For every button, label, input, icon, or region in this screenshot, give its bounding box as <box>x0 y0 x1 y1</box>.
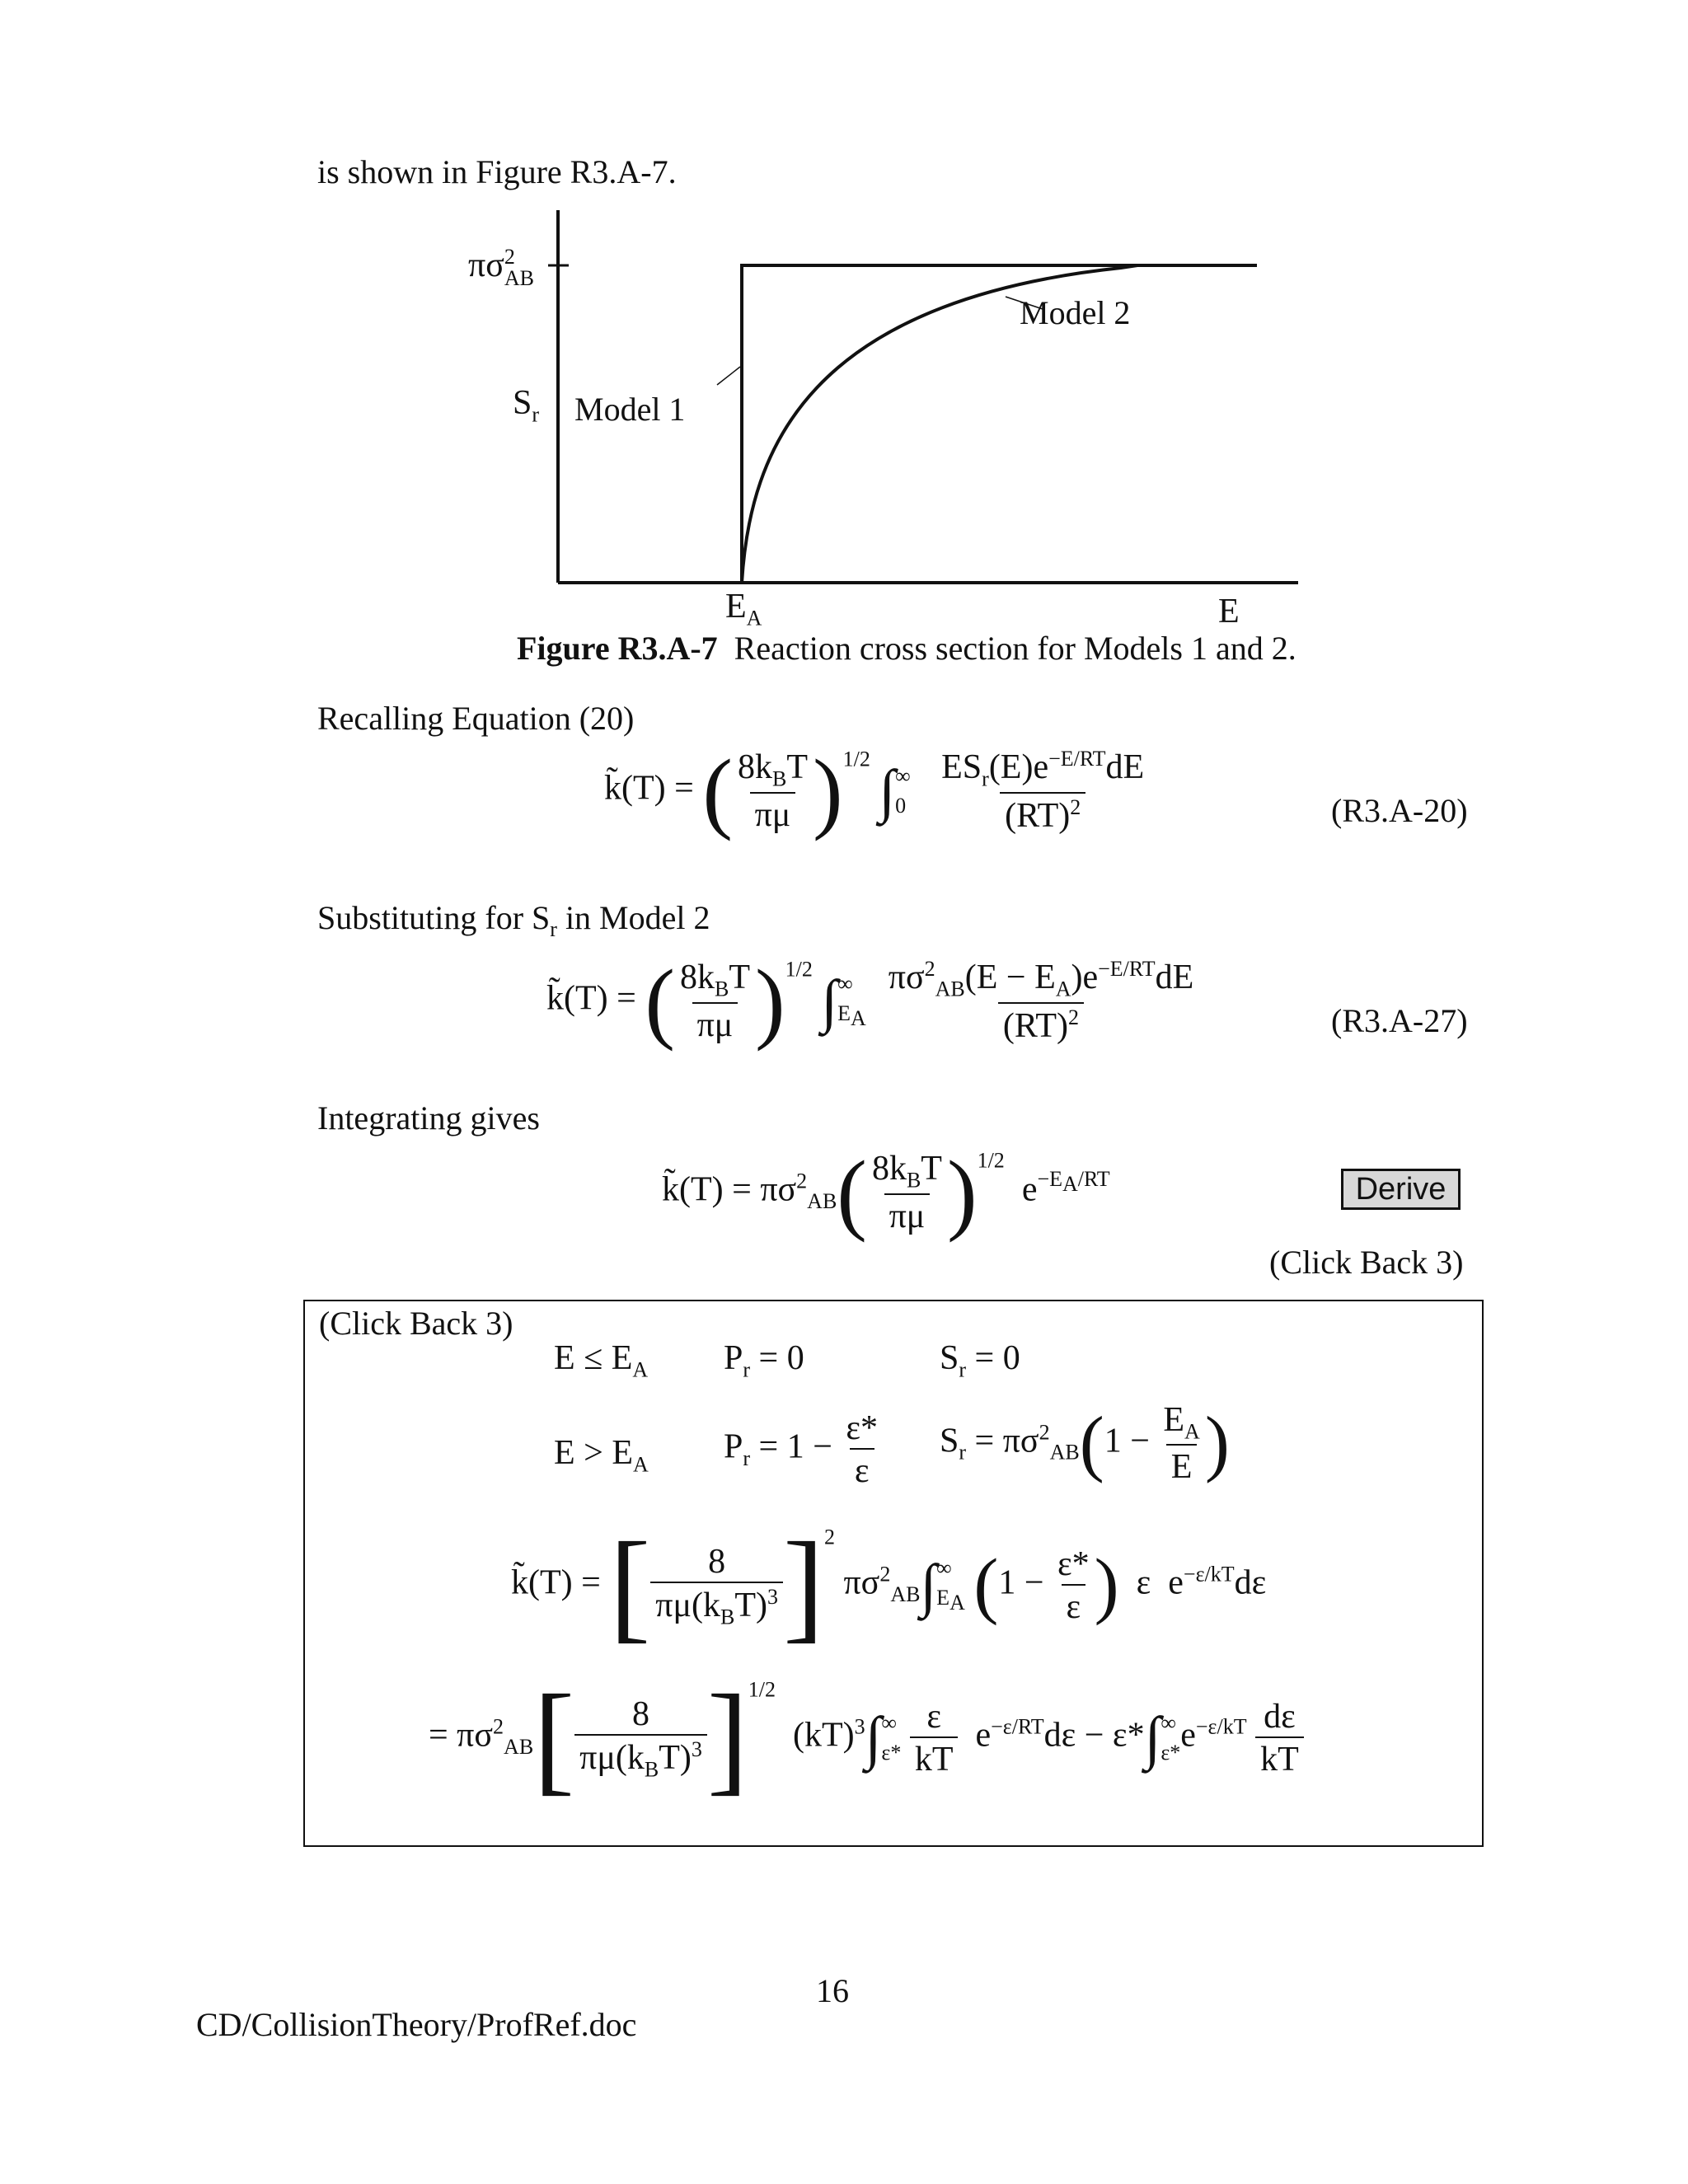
x-ea-label: $E_A$ <box>725 588 762 630</box>
derive-button[interactable]: Derive <box>1341 1169 1461 1210</box>
sr-zero: $S_r = 0$ <box>940 1339 1020 1382</box>
click-back-link[interactable]: (Click Back 3) <box>1269 1244 1464 1281</box>
k-integral-formula: k̃(T) = [ $\frac{8}{\pi\mu(k_BT)^3}$ ]$^2$ $\pi\sigma^2_{AB}\int$ ∞ $E_A$ (1 − $\frac{\varepsilon*}{\varepsilon}$ ) ε $e^{-\varepsilon/kT}d\varepsilon$ <box>511 1517 1267 1654</box>
y-top-label: πσ 2 AB <box>468 245 534 291</box>
equation-result: k̃(T) = $\pi\sigma^2_{AB}$( $\frac{8k_BT}{\pi\mu}$ )$^{1/2}$ $e^{-E_A/RT}$ <box>662 1142 1110 1243</box>
eq27-number: (R3.A-27) <box>1331 1002 1468 1039</box>
x-axis-label: E <box>1218 593 1240 630</box>
click-back-box <box>303 1300 1484 1847</box>
footer-path: CD/CollisionTheory/ProfRef.doc <box>196 2006 637 2043</box>
y-mid-label: $S_r$ <box>513 384 540 427</box>
k-expanded-formula: = $\pi\sigma^2_{AB}$[ $\frac{8}{\pi\mu(k_BT)^3}$ ]$^{1/2}$ (kT)$^3$∫ ∞ ε* $\frac{\varepsilon}{kT}$ $e^{-\varepsilon/RT}d\varepsilon - \varepsilon*\int$ ∞ ε* $e^{-\varepsilon/kT}$ $\frac{d\varepsilon}{kT}$ <box>429 1676 1304 1800</box>
caption-text: Reaction cross section for Models 1 and 2. <box>734 630 1296 667</box>
pr-formula: $P_r = 1$ − $\frac{\varepsilon*}{\varepsilon}$ <box>724 1409 879 1490</box>
recall-text: Recalling Equation (20) <box>317 700 635 737</box>
pr-zero: $P_r = 0$ <box>724 1339 804 1382</box>
condition-e-gt-ea: $E > E_A$ <box>554 1434 649 1477</box>
substituting-text: Substituting for $S_r$ in Model 2 <box>317 899 710 941</box>
integrating-text: Integrating gives <box>317 1099 540 1137</box>
sr-formula: $S_r = \pi\sigma^2_{AB}(1$ − $\frac{E_A}{E}$ ) <box>940 1401 1230 1487</box>
model1-leader <box>717 367 740 385</box>
eq20-number: (R3.A-20) <box>1331 792 1468 829</box>
model2-label: Model 2 <box>1020 294 1131 331</box>
equation-r3a27: k̃(T) = ( $\frac{8k_BT}{\pi\mu}$ )$^{1/2}$ ∫ ∞ $E_A$ $\frac{\pi\sigma^2_{AB}(E - E_A)e^{-E/RT}dE}{(RT)^2}$ <box>546 951 1194 1052</box>
model1-step-line <box>742 265 1257 583</box>
model1-label: Model 1 <box>574 391 686 428</box>
figure-caption <box>517 629 1296 668</box>
equation-r3a20: k̃(T) = ( $\frac{8k_BT}{\pi\mu}$ )$^{1/2}$ ∫ ∞ 0 $\frac{ES_r(E)e^{-E/RT}dE}{(RT)^2}$ <box>604 741 1145 841</box>
condition-e-le-ea: $E \le E_A$ <box>554 1339 649 1382</box>
caption-bold: Figure R3.A-7 <box>517 630 718 667</box>
page-number: 16 <box>816 1972 849 2009</box>
box-heading: (Click Back 3) <box>319 1305 513 1342</box>
intro-text: is shown in Figure R3.A-7. <box>317 153 677 190</box>
